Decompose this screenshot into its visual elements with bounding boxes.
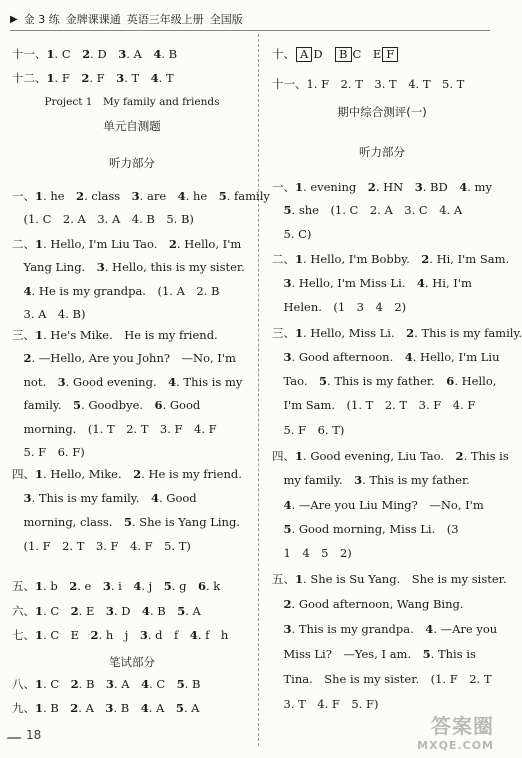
answer-line-r17: 五、1. She is Su Yang. She is my sister.	[272, 572, 507, 586]
answer-line-r11: 5. F 6. T)	[272, 423, 345, 437]
running-header	[10, 8, 490, 30]
answer-line-b17: 五、1. b 2. e 3. i 4. j 5. g 6. k	[12, 579, 221, 593]
answer-letter: D	[313, 47, 323, 61]
answer-line-r16: 1 4 5 2)	[272, 546, 352, 560]
answer-line-b18: 六、1. C 2. E 3. D 4. B 5. A	[12, 604, 201, 618]
answer-line-b7: 三、1. He's Mike. He is my friend.	[12, 328, 218, 342]
answer-line-r20: Miss Li? —Yes, I am. 5. This is	[272, 647, 476, 661]
watermark	[417, 710, 494, 752]
answer-line-b6: 3. A 4. B)	[12, 307, 86, 321]
exam-title: 期中综合测评(一)	[337, 105, 427, 119]
answer-line-b14: 3. This is my family. 4. Good	[23, 491, 197, 505]
answer-line-r13: my family. 3. This is my father.	[272, 473, 470, 487]
answer-line-b13: 四、1. Hello, Mike. 2. He is my friend.	[12, 467, 242, 481]
answer-line-b11: morning. (1. T 2. T 3. F 4. F	[12, 422, 217, 436]
triangle-marker-icon: ▶	[10, 13, 18, 25]
answer-line-eleven: 十一、1. F 2. T 3. T 4. T 5. T	[272, 77, 465, 91]
section-heading-lh1: Project 1 My family and friends	[44, 96, 220, 108]
answer-line-l2: 十二、1. F 2. F 3. T 4. T	[12, 71, 174, 85]
section-heading-lh3: 听力部分	[109, 156, 155, 170]
answer-line-b8: 2. —Hello, Are you John? —No, I'm	[23, 351, 236, 365]
answer-line-r1: 一、1. evening 2. HN 3. BD 4. my	[272, 180, 492, 194]
answer-line-r15: 5. Good morning, Miss Li. (3	[283, 522, 459, 536]
answer-box: B	[335, 47, 351, 62]
answer-line-b19: 七、1. C E 2. h j 3. d f 4. f h	[12, 628, 229, 642]
answer-box: A	[296, 47, 312, 62]
header-rule	[10, 30, 490, 31]
book-title: 金牌课课通	[65, 13, 121, 26]
corner-decoration-icon	[7, 727, 28, 739]
answer-line-b1: 一、1. he 2. class 3. are 4. he 5. family	[12, 189, 270, 203]
answer-line-b10: family. 5. Goodbye. 6. Good	[12, 398, 201, 412]
series-name: 金 3 练	[23, 13, 60, 26]
answer-line-b3: 二、1. Hello, I'm Liu Tao. 2. Hello, I'm	[12, 237, 242, 251]
book-subject: 英语三年级上册	[126, 13, 204, 26]
book-edition: 全国版	[209, 13, 243, 26]
answer-line-r3: 5. C)	[272, 227, 312, 241]
answer-line-r22: 3. T 4. F 5. F)	[272, 697, 379, 711]
answer-line-r9: Tao. 5. This is my father. 6. Hello,	[272, 374, 497, 388]
answer-line-b21: 九、1. B 2. A 3. B 4. A 5. A	[12, 701, 200, 715]
answer-line-b5: 4. He is my grandpa. (1. A 2. B	[23, 284, 220, 298]
answer-line-b12: 5. F 6. F)	[12, 445, 85, 459]
answer-line-ten	[272, 46, 399, 62]
answer-line-r6: Helen. (1 3 4 2)	[272, 300, 407, 314]
answer-box: F	[382, 47, 398, 62]
watermark-line2: MXQE.COM	[417, 739, 494, 752]
answer-line-b2: (1. C 2. A 3. A 4. B 5. B)	[12, 212, 194, 226]
section-heading-listening: 听力部分	[359, 145, 405, 159]
answer-line-b15: morning, class. 5. She is Yang Ling.	[12, 515, 240, 529]
answer-letter: E	[372, 47, 382, 61]
answer-line-r5: 3. Hello, I'm Miss Li. 4. Hi, I'm	[283, 276, 472, 290]
column-divider	[258, 34, 259, 746]
answer-line-b9: not. 3. Good evening. 4. This is my	[12, 375, 243, 389]
answer-letter: C	[352, 47, 362, 61]
answer-line-l1: 十一、1. C 2. D 3. A 4. B	[12, 47, 178, 61]
answer-line-b20: 八、1. C 2. B 3. A 4. C 5. B	[12, 677, 201, 691]
answer-line-b16: (1. F 2. T 3. F 4. F 5. T)	[12, 539, 191, 553]
section-number: 十、	[272, 47, 295, 61]
answer-line-r7: 三、1. Hello, Miss Li. 2. This is my family.	[272, 326, 522, 340]
section-heading-lh2: 单元自测题	[103, 119, 161, 133]
answer-line-r8: 3. Good afternoon. 4. Hello, I'm Liu	[283, 350, 500, 364]
answer-line-r14: 4. —Are you Liu Ming? —No, I'm	[283, 498, 484, 512]
answer-line-r21: Tina. She is my sister. (1. F 2. T	[272, 672, 492, 686]
watermark-line1: 答案圈	[431, 714, 494, 738]
answer-line-r18: 2. Good afternoon, Wang Bing.	[283, 597, 464, 611]
answer-line-r10: I'm Sam. (1. T 2. T 3. F 4. F	[272, 398, 476, 412]
section-heading-lh4: 笔试部分	[109, 655, 155, 669]
answer-line-r4: 二、1. Hello, I'm Bobby. 2. Hi, I'm Sam.	[272, 252, 510, 266]
page-number: 18	[10, 727, 41, 742]
answer-line-r19: 3. This is my grandpa. 4. —Are you	[283, 622, 498, 636]
answer-line-r12: 四、1. Good evening, Liu Tao. 2. This is	[272, 449, 509, 463]
answer-line-r2: 5. she (1. C 2. A 3. C 4. A	[283, 203, 463, 217]
answer-line-b4: Yang Ling. 3. Hello, this is my sister.	[12, 260, 245, 274]
